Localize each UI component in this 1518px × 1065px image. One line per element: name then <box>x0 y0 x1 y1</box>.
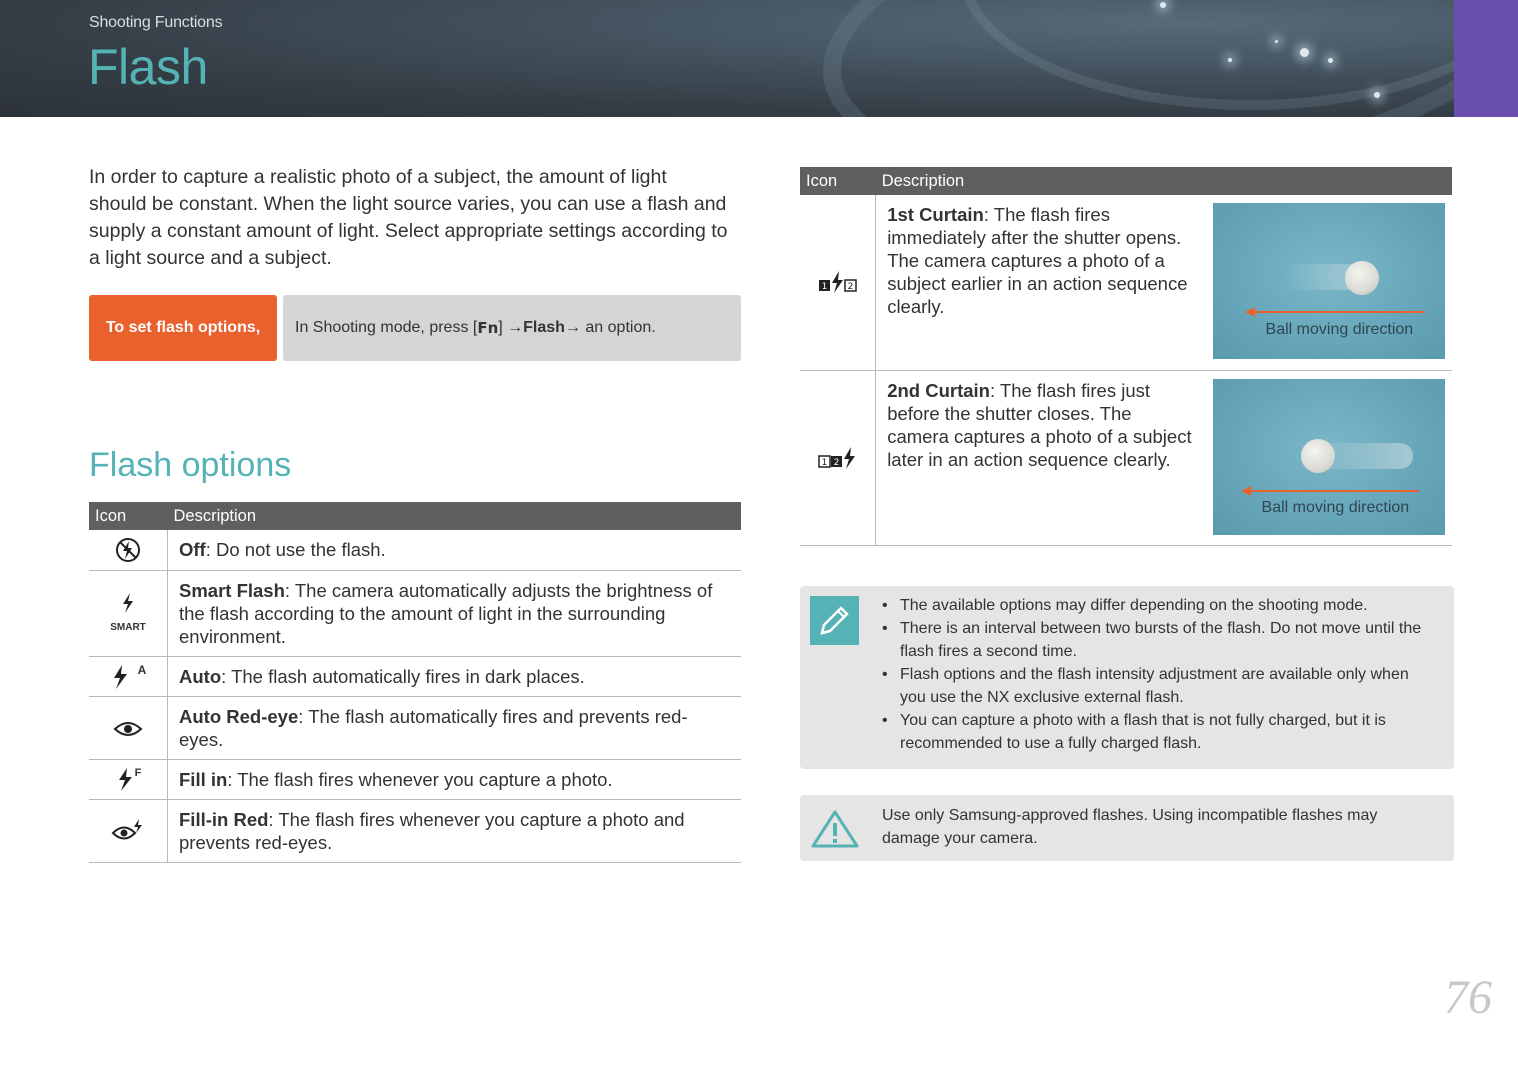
section-label: Shooting Functions <box>89 14 223 31</box>
option-description: : The flash fires whenever you capture a photo and prevents red-eyes. <box>179 808 685 853</box>
smart-flash-icon <box>110 591 146 635</box>
option-name: Fill in <box>179 768 228 790</box>
description-column-header: Description <box>876 167 1452 195</box>
howto-bar <box>89 295 741 361</box>
red-eye-icon <box>113 716 143 737</box>
banner-sparkle <box>1228 58 1232 62</box>
first-curtain-icon <box>818 270 858 291</box>
note-item: • You can capture a photo with a flash that is not fully charged, but it is recommended to use a fully charged flash. <box>882 709 1438 755</box>
description-column-header: Description <box>168 502 742 530</box>
second-curtain-icon <box>818 445 858 466</box>
warning-triangle-icon <box>810 809 860 849</box>
note-item: • Flash options and the flash intensity adjustment are available only when you use the NX exclusive external flash. <box>882 663 1438 709</box>
howto-label: To set flash options, <box>89 295 277 361</box>
note-item: • There is an interval between two bursts of the flash. Do not move until the flash fires a second time. <box>882 617 1438 663</box>
table-row <box>800 370 1452 545</box>
svg-text:2: 2 <box>847 282 853 293</box>
flash-auto-icon <box>110 664 147 685</box>
option-name: 1st Curtain <box>887 204 984 225</box>
option-name: 2nd Curtain <box>887 379 990 401</box>
flash-options-heading: Flash options <box>89 446 292 484</box>
fill-in-red-eye-icon <box>111 818 145 839</box>
option-description: : The flash automatically fires in dark places. <box>221 665 585 687</box>
option-name: Smart Flash <box>179 579 285 601</box>
howto-menu: Flash <box>523 319 565 336</box>
option-description: : The camera automatically adjusts the brightness of the flash according to the amount of light in the surrounding environment. <box>179 579 713 647</box>
photo-caption: Ball moving direction <box>1261 498 1410 516</box>
howto-suffix: → an option. <box>564 319 656 336</box>
intro-paragraph: In order to capture a realistic photo of a subject, the amount of light should be constant. When the light source varies, you can use a flash and supply a constant amount of light. Select appropriate settings according to a light source and a subject. <box>89 166 728 269</box>
first-curtain-example-photo <box>1213 203 1445 359</box>
direction-arrow <box>1249 490 1419 492</box>
table-row <box>89 570 741 656</box>
pencil-note-icon <box>810 596 859 645</box>
flash-fill-in-icon-label: F <box>134 766 142 779</box>
banner-sparkle <box>1328 58 1333 63</box>
photo-caption: Ball moving direction <box>1265 321 1414 338</box>
option-name: Auto <box>179 665 222 687</box>
table-row <box>800 195 1452 370</box>
option-description: : The flash fires immediately after the shutter opens. The camera captures a photo of a subject earlier in an action sequence clearly. <box>887 204 1188 317</box>
icon-column-header: Icon <box>89 502 168 530</box>
page-number: 76 <box>1444 971 1492 1024</box>
second-curtain-example-photo <box>1213 379 1445 535</box>
flash-fill-in-icon <box>115 767 142 788</box>
note-box <box>800 586 1454 769</box>
option-description: : The flash fires whenever you capture a photo. <box>227 768 613 790</box>
banner-sparkle <box>1275 40 1278 43</box>
page-title: Flash <box>88 39 208 95</box>
icon-column-header: Icon <box>800 167 876 195</box>
option-description: : The flash automatically fires and prevents red-eyes. <box>179 705 688 750</box>
banner-sparkle <box>1374 92 1380 98</box>
howto-mid: ] → <box>498 319 524 336</box>
flash-options-table <box>89 502 741 863</box>
warning-box <box>800 795 1454 861</box>
banner-sparkle <box>1300 48 1309 57</box>
header-banner <box>0 0 1518 117</box>
svg-text:1: 1 <box>821 457 827 468</box>
table-row <box>89 656 741 696</box>
option-description: : The flash fires just before the shutter closes. The camera captures a photo of a subject later in an action sequence clearly. <box>887 379 1192 470</box>
howto-steps <box>283 295 741 361</box>
option-name: Fill-in Red <box>179 808 269 830</box>
curtain-sync-table <box>800 167 1452 546</box>
table-header-row <box>89 502 741 530</box>
svg-text:1: 1 <box>821 282 827 293</box>
table-header-row <box>800 167 1452 195</box>
smart-flash-icon-label: SMART <box>110 622 146 634</box>
table-row <box>89 759 741 799</box>
warning-text: Use only Samsung-approved flashes. Using incompatible flashes may damage your camera. <box>882 807 1378 847</box>
banner-sparkle <box>1160 2 1166 8</box>
note-item: • The available options may differ depending on the shooting mode. <box>882 594 1438 617</box>
fn-key: Fn <box>477 319 499 337</box>
banner-accent-tab <box>1454 0 1518 117</box>
table-row <box>89 799 741 862</box>
svg-text:2: 2 <box>833 457 839 468</box>
direction-arrow <box>1253 311 1425 313</box>
ball-image <box>1345 261 1379 295</box>
table-row <box>89 696 741 759</box>
table-row <box>89 530 741 570</box>
option-name: Off <box>179 539 206 560</box>
ball-image <box>1301 439 1335 473</box>
flash-auto-icon-label: A <box>137 663 147 677</box>
option-description: : Do not use the flash. <box>205 539 386 560</box>
flash-off-icon <box>115 538 141 559</box>
howto-prefix: In Shooting mode, press [ <box>295 319 478 336</box>
note-list <box>882 594 1438 755</box>
option-name: Auto Red-eye <box>179 705 299 727</box>
